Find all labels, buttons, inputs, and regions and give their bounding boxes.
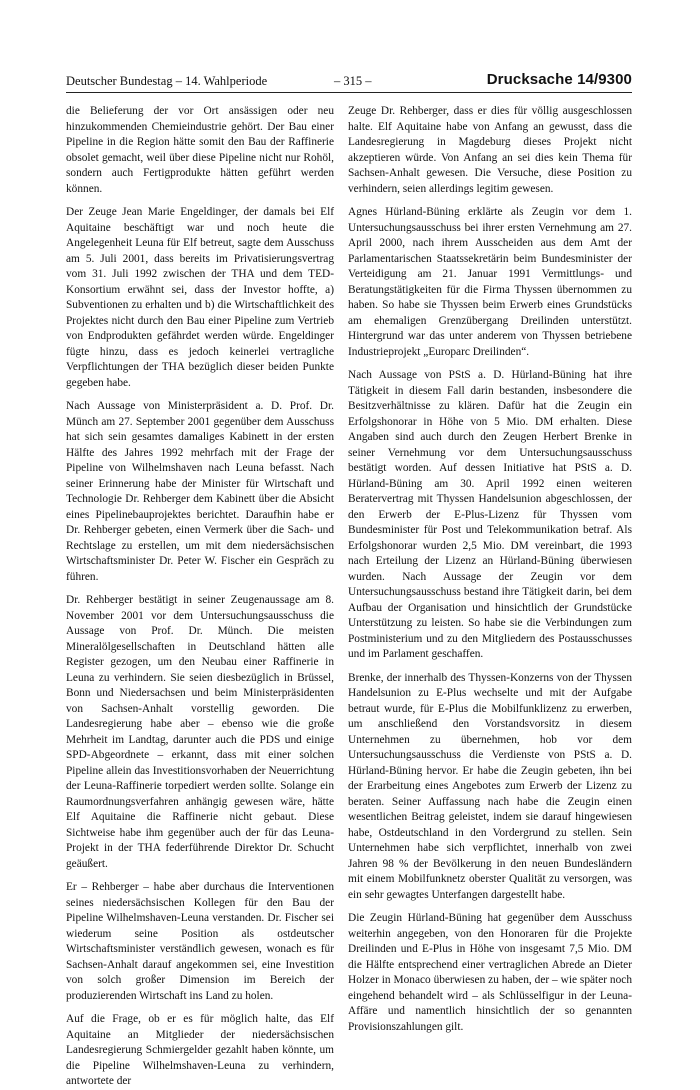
- paragraph: Nach Aussage von PStS a. D. Hürland-Büning hat ihre Tätigkeit in diesem Fall darin bestanden, insbesondere die Besitzverhältnisse zu klären. Dafür hat die Zeugin ein Erfolgshonorar in Höhe von 5 Mio. DM erhalten. Diese Angaben sind auch durch den Zeugen Herbert Brenke in seiner Vernehmung vor dem Untersuchungsausschuss bestätigt worden. Auf dessen Initiative hat PStS a. D. Hürland-Büning am 30. April 1992 einen weiteren Beratervertrag mit Thyssen Handelsunion abgeschlossen, der den Erwerb der E-Plus-Lizenz für Thyssen vom Bundesminister für Post und Telekommunikation betraf. Als Erfolgshonorar wurden 2,5 Mio. DM vereinbart, die 1993 nach Erteilung der Lizenz an Hürland-Büning überwiesen wurden. Nach Aussage der Zeugin vor dem Untersuchungsausschuss bestand ihre Tätigkeit darin, bei dem Aufbau der Organisation und hinsichtlich der Grundstücke Unterstützung zu leisten. So habe sie die Verbindungen zum Postministerium und zu den Mitgliedern des Postausschusses und im Parlament geschaffen.: [348, 369, 632, 660]
- paragraph: Auf die Frage, ob er es für möglich halte, das Elf Aquitaine an Mitglieder der niedersächsischen Landesregierung Schmiergelder gezahlt haben könnte, um die Pipeline Wilhelmshaven-Leuna zu verhindern, antwortete der: [66, 1013, 334, 1087]
- right-column: [348, 104, 632, 1033]
- paragraph: Er – Rehberger – habe aber durchaus die Interventionen seines niedersächsischen Kollegen für den Bau der Pipeline Wilhelmshaven-Leuna verstanden. Dr. Fischer sei wiederum seine Position als ostdeutscher Wirtschaftsminister verständlich gewesen, wonach es für Sachsen-Anhalt darauf angekommen sei, eine Investition von solch großer Dimension im Bereich der produzierenden Wirtschaft ins Land zu holen.: [66, 881, 334, 1002]
- header-publication: Deutscher Bundestag – 14. Wahlperiode: [66, 74, 268, 88]
- paragraph: Agnes Hürland-Büning erklärte als Zeugin vor dem 1. Untersuchungsausschuss bei ihrer ersten Vernehmung am 27. April 2000, nach ihrem Ausscheiden aus dem Amt der Parlamentarischen Staatssekretärin beim Bundesminister der Verteidigung am 21. Januar 1991 Vermittlungs- und Beratungstätigkeiten für die Firma Thyssen übernommen zu haben. So habe sie Thyssen beim Erwerb eines Grundstücks am ehemaligen Grenzübergang Dreilinden unterstützt. Hintergrund war das unter anderem von Thyssen betriebene Industrieprojekt „Europarc Dreilinden“.: [348, 206, 632, 358]
- document-number: Drucksache 14/9300: [486, 71, 632, 88]
- paragraph: Brenke, der innerhalb des Thyssen-Konzerns von der Thyssen Handelsunion zu E-Plus wechselte und mit der Aufgabe betraut wurde, für E-Plus die Mobilfunklizenz zu erwerben, um anschließend den Vorstandsvorsitz in diesem Unternehmen zu übernehmen, hob vor dem Untersuchungsausschuss die Verdienste von PStS a. D. Hürland-Büning hervor. Er habe die Zeugin gebeten, ihn bei der Erarbeitung eines Angebotes zum Erwerb der Lizenz zu beraten. Seiner Auffassung nach habe die Zeugin einen wesentlichen Beitrag geleistet, indem sie darauf hingewiesen habe, Ostdeutschland in den Vordergrund zu stellen. Sein Unternehmen habe sich verpflichtet, innerhalb von zwei Jahren 98 % der Bevölkerung in den neuen Bundesländern mit einem Mobilfunknetz oberster Qualität zu versorgen, was ein sehr gewagtes Unterfangen dargestellt habe.: [348, 671, 632, 901]
- page-number: – 315 –: [334, 74, 372, 88]
- page-header: [66, 72, 632, 90]
- header-rule: [66, 92, 632, 93]
- paragraph: die Belieferung der vor Ort ansässigen oder neu hinzukommenden Chemieindustrie gehört. Der Bau einer Pipeline in die Region hätte somit den Bau der Raffinerie obsolet gemacht, weil über diese Pipeline nicht nur Rohöl, sondern auch Fertigprodukte hätten geführt werden können.: [66, 105, 334, 195]
- paragraph: Der Zeuge Jean Marie Engeldinger, der damals bei Elf Aquitaine beschäftigt war und noch heute die Angelegenheit Leuna für Elf betreut, sagte dem Ausschuss am 5. Juli 2001, dass bereits im Privatisierungsvertrag vom 31. Juli 1992 zwischen der THA und dem TED-Konsortium erwähnt sei, dass der Investor hoffte, a) Subventionen zu erhalten und b) die Wirtschaftlichkeit des Projektes nicht durch den Bau einer Pipeline zum Vertrieb von Endprodukten gefährdet werden würde. Engeldinger fügte hinzu, dass es jedoch keinerlei vertragliche Verpflichtungen der THA bezüglich dieser beiden Punkte gegeben habe.: [66, 206, 334, 389]
- paragraph: Dr. Rehberger bestätigt in seiner Zeugenaussage am 8. November 2001 vor dem Untersuchungsausschuss die Aussage von Prof. Dr. Münch. Die meisten Mineralölgesellschaften in Deutschland hätten alle Register gezogen, um den Neubau einer Raffinerie in Leuna zu verhindern. Sie seien diesbezüglich in Brüssel, Bonn und Niedersachsen und beim Ministerpräsidenten von Sachsen-Anhalt vorstellig geworden. Die Landesregierung habe aber – ebenso wie die große Mehrheit im Landtag, darunter auch die PDS und einige SPD-Abgeordnete – erkannt, dass mit einer solchen Pipeline allein das Investitionsvorhaben der Neuerrichtung der Leuna-Raffinerie torpediert werden sollte. Solange ein Raumordnungsverfahren anhängig gewesen wäre, hätte Elf Aquitaine die Raffinerie nicht gebaut. Diese Sichtweise habe ihm gegenüber auch der für das Leuna-Projekt in der THA federführende Direktor Dr. Schucht geäußert.: [66, 594, 334, 870]
- left-column: [66, 104, 334, 1087]
- paragraph: Die Zeugin Hürland-Büning hat gegenüber dem Ausschuss weiterhin angegeben, von den Honoraren für die Projekte Dreilinden und E-Plus in Höhe von insgesamt 7,5 Mio. DM die Hälfte entsprechend einer vertraglichen Abrede an Dieter Holzer in Monaco überwiesen zu haben, der – wie später noch eingehend behandelt wird – als Schlüsselfigur in der Leuna-Affäre und namentlich hinsichtlich der so genannten Provisionszahlungen gilt.: [348, 912, 632, 1033]
- paragraph: Nach Aussage von Ministerpräsident a. D. Prof. Dr. Münch am 27. September 2001 gegenüber dem Ausschuss hat sich sein gesamtes damaliges Kabinett in der ersten Hälfte des Jahres 1992 mehrfach mit der Frage der Pipeline von Wilhelmshaven nach Leuna befasst. Nach seiner Erinnerung habe der Minister für Wirtschaft und Technologie Dr. Rehberger dem Kabinett über die Absicht eines Pipelinebauprojektes berichtet. Daraufhin habe er Dr. Rehberger gebeten, einen Vermerk über die Sach- und Rechtslage zu erstellen, um mit dem niedersächsischen Wirtschaftsminister Dr. Peter W. Fischer ein Gespräch zu führen.: [66, 400, 334, 583]
- paragraph: Zeuge Dr. Rehberger, dass er dies für völlig ausgeschlossen halte. Elf Aquitaine habe von Anfang an gewusst, dass die Landesregierung in Magdeburg dieses Projekt nicht akzeptieren würde. Von Anfang an sei dies kein Thema für Sachsen-Anhalt gewesen. Die Versuche, diese Position zu verhindern, seien allerdings legitim gewesen.: [348, 105, 632, 195]
